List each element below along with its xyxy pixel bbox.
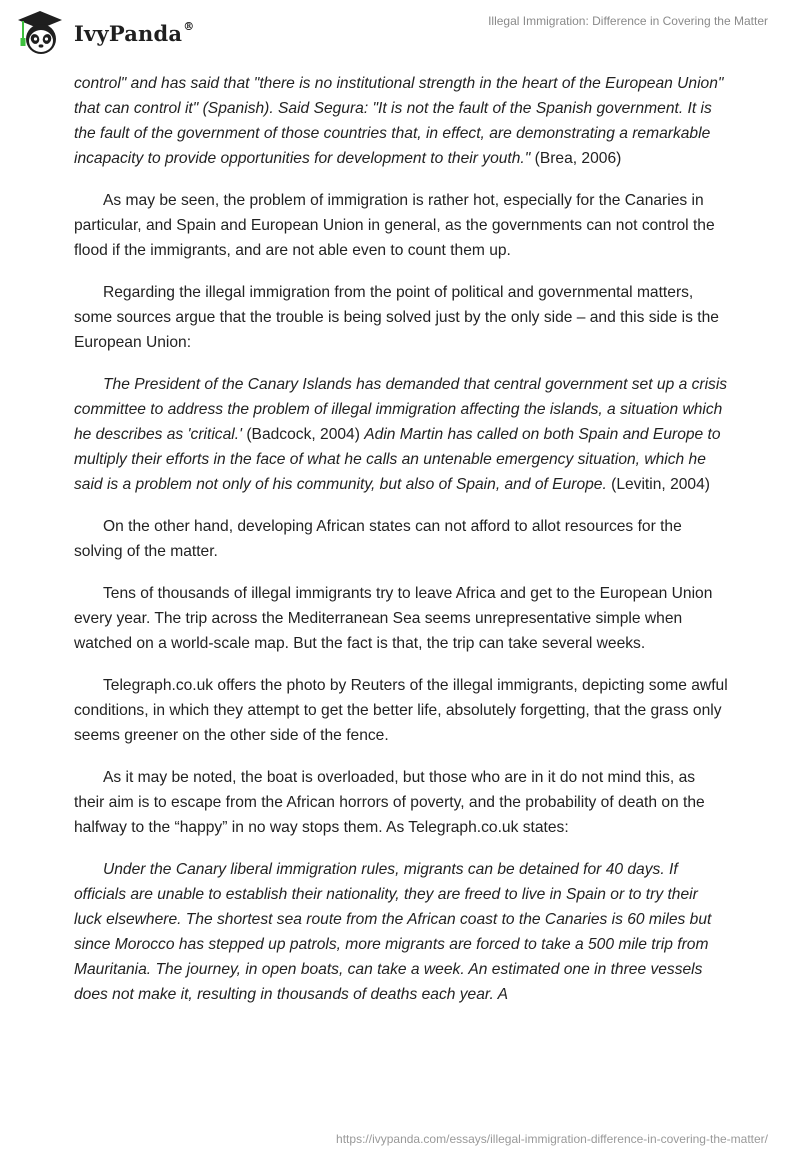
quote-text: control" and has said that "there is no institutional strength in the heart of the European Union" that can control it" (Spanish). Said Segura: "It is not the fault of the Spanish government. It is the fault of the government of those countries that, in effect, are demonstrating a remarkable incapacity to provide opportunities for development to their youth." [74, 75, 724, 167]
quote-text: Adin Martin has called on both Spain and Europe to multiply their efforts in the face of what he calls an untenable emergency situation, which he said is a problem not only of his community, but also of Spain, and of Europe. [74, 426, 721, 493]
panda-graduate-icon [14, 8, 66, 58]
essay-body [74, 71, 728, 1024]
body-paragraph: As it may be noted, the boat is overloaded, but those who are in it do not mind this, as their aim is to escape from the African horrors of poverty, and the probability of death on the halfway to the “happy” in no way stops them. As Telegraph.co.uk states: [74, 769, 705, 836]
citation: (Brea, 2006) [530, 150, 622, 167]
body-paragraph: As may be seen, the problem of immigration is rather hot, especially for the Canaries in particular, and Spain and European Union in general, as the governments can not control the flood if the immigrants, and are not able even to count them up. [74, 192, 715, 259]
body-paragraph: On the other hand, developing African states can not afford to allot resources for the solving of the matter. [74, 518, 682, 560]
ivypanda-logo[interactable] [14, 8, 194, 58]
quote-text: The President of the Canary Islands has demanded that central government set up a crisis committee to address the problem of illegal immigration affecting the islands, a situation which he describes as 'critical.' [74, 376, 728, 443]
quote-paragraph [74, 71, 728, 171]
quote-text: Under the Canary liberal immigration rules, migrants can be detained for 40 days. If officials are unable to establish their nationality, they are freed to live in Spain or to try their luck elsewhere. The shortest sea route from the African coast to the Canaries is 60 miles but since Morocco has stepped up patrols, more migrants are forced to take a 500 mile trip from Mauritania. The journey, in open boats, can take a week. An estimated one in three vessels does not make it, resulting in thousands of deaths each year. A [74, 861, 712, 1003]
brand-name: IvyPanda® [74, 19, 195, 46]
body-paragraph: Tens of thousands of illegal immigrants try to leave Africa and get to the European Union every year. The trip across the Mediterranean Sea seems unrepresentative simple when watched on a world-scale map. But the fact is that, the trip can take several weeks. [74, 585, 713, 652]
source-url[interactable]: https://ivypanda.com/essays/illegal-immigration-difference-in-covering-the-matter/ [336, 1132, 768, 1146]
quote-paragraph [74, 857, 728, 1007]
page-header [0, 0, 800, 70]
quote-paragraph [74, 372, 728, 497]
body-paragraph: Telegraph.co.uk offers the photo by Reuters of the illegal immigrants, depicting some awful conditions, in which they attempt to get the better life, absolutely forgetting, that the grass only seems greener on the other side of the fence. [74, 677, 728, 744]
registered-mark: ® [183, 19, 195, 33]
document-title: Illegal Immigration: Difference in Covering the Matter [488, 14, 768, 28]
citation: (Levitin, 2004) [606, 476, 710, 493]
citation: (Badcock, 2004) [242, 426, 365, 443]
body-paragraph: Regarding the illegal immigration from the point of political and governmental matters, some sources argue that the trouble is being solved just by the only side – and this side is the European Union: [74, 284, 719, 351]
